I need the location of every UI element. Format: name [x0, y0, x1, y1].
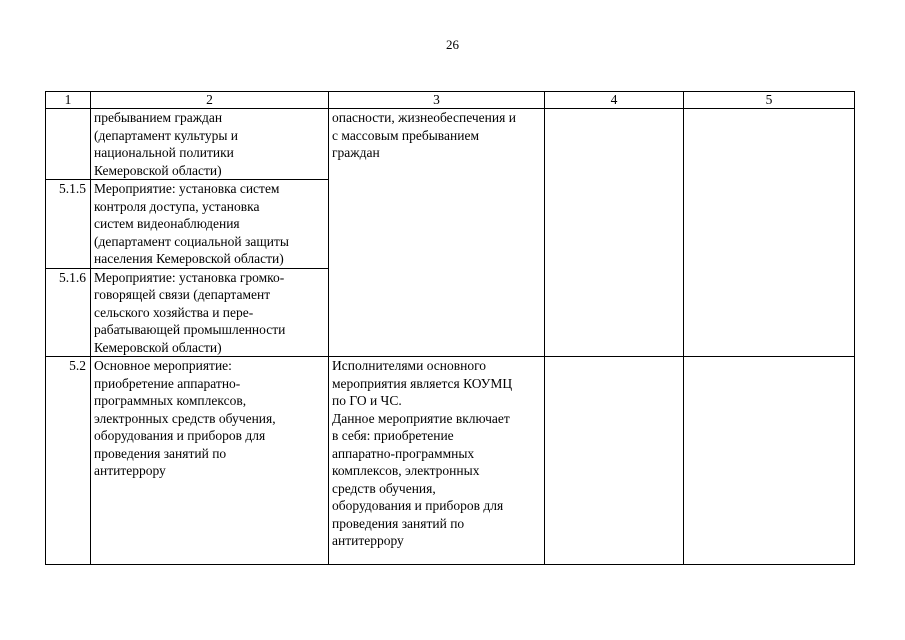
cell-text-line: проведения занятий по: [94, 445, 227, 461]
cell-text-line: в себя: приобретение: [332, 428, 454, 443]
cell-text-line: антитеррору: [94, 463, 166, 478]
cell-text-line: говорящей связи (департамент: [94, 287, 271, 302]
cell-text-line: (департамент социальной защиты: [94, 233, 289, 249]
header-cell-5: 5: [684, 92, 855, 109]
column-5-cell: [684, 357, 855, 565]
cell-text-line: комплексов, электронных: [332, 463, 480, 478]
table-row: [46, 109, 855, 180]
row-number-cell: [46, 109, 91, 180]
cell-text-line: оборудования и приборов для: [332, 498, 504, 513]
row-number-cell: 5.1.5: [46, 180, 91, 269]
cell-text-line: систем видеонаблюдения: [94, 216, 240, 231]
cell-text-line: пребыванием граждан: [94, 110, 223, 125]
cell-text-line: мероприятия является КОУМЦ: [332, 375, 513, 391]
cell-text-line: антитеррору: [332, 533, 404, 548]
document-table: [45, 91, 855, 565]
cell-text-line: населения Кемеровской области): [94, 251, 284, 266]
cell-text-line: аппаратно-программных: [332, 445, 475, 461]
cell-text-line: Кемеровской области): [94, 162, 222, 178]
cell-text-line: национальной политики: [94, 145, 234, 160]
cell-text-line: (департамент культуры и: [94, 127, 239, 143]
row-number-cell: 5.2: [46, 357, 91, 565]
cell-text-line: с массовым пребыванием: [332, 127, 479, 143]
cell-text-line: Кемеровской области): [94, 339, 222, 355]
table-header-row: [46, 92, 855, 109]
cell-text-line: Основное мероприятие:: [94, 358, 232, 373]
cell-text-line: электронных средств обучения,: [94, 410, 276, 426]
column-4-cell: [545, 357, 684, 565]
header-cell-3: 3: [329, 92, 545, 109]
header-cell-1: 1: [46, 92, 91, 109]
column-3-cell: [329, 357, 545, 565]
header-cell-2: 2: [91, 92, 329, 109]
column-5-cell: [684, 109, 855, 357]
table-row: [46, 357, 855, 565]
cell-text-line: контроля доступа, установка: [94, 198, 260, 214]
cell-text-line: программных комплексов,: [94, 393, 247, 408]
cell-text-line: сельского хозяйства и пере-: [94, 304, 254, 320]
description-cell: [91, 180, 329, 269]
cell-text-line: Мероприятие: установка систем: [94, 181, 280, 196]
cell-text-line: оборудования и приборов для: [94, 428, 266, 443]
merged-column-3-cell: [329, 109, 545, 357]
column-4-cell: [545, 109, 684, 357]
cell-text-line: проведения занятий по: [332, 515, 465, 531]
cell-text-line: по ГО и ЧС.: [332, 393, 402, 408]
row-number-cell: 5.1.6: [46, 268, 91, 357]
page-number: 26: [446, 37, 459, 52]
cell-text-line: приобретение аппаратно-: [94, 375, 241, 391]
cell-text-line: средств обучения,: [332, 480, 436, 496]
cell-text-line: Мероприятие: установка громко-: [94, 269, 285, 285]
description-cell: [91, 268, 329, 357]
cell-text-line: опасности, жизнеобеспечения и: [332, 110, 516, 125]
cell-text-line: граждан: [332, 145, 380, 160]
cell-text-line: Данное мероприятие включает: [332, 410, 510, 426]
header-cell-4: 4: [545, 92, 684, 109]
cell-text-line: рабатывающей промышленности: [94, 322, 286, 337]
description-cell: [91, 109, 329, 180]
description-cell: [91, 357, 329, 565]
cell-text-line: Исполнителями основного: [332, 358, 487, 373]
